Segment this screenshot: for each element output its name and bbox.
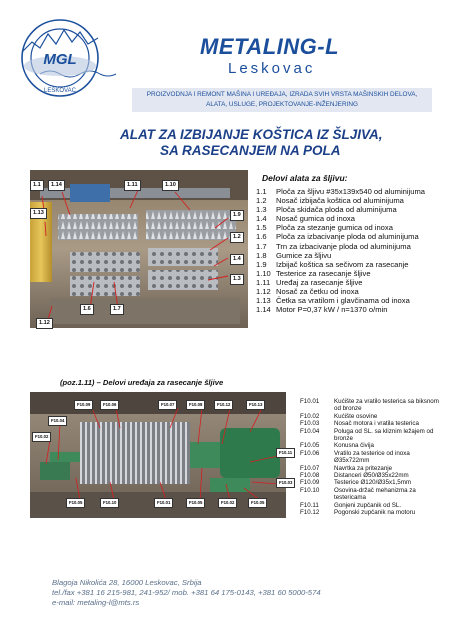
photo2-label: F10.07 (158, 400, 177, 410)
photo1-label: 1.12 (36, 318, 53, 329)
list-item: F10.07 Navrtka za pritezanje (300, 464, 393, 472)
brand-name: METALING-L (200, 34, 340, 59)
list-item: 1.10 Testerice za rasecanje šljive (256, 268, 371, 278)
footer-address: Blagoja Nikolića 28, 16000 Leskovac, Srbija (52, 578, 202, 587)
tool-photo-illustration (30, 170, 248, 328)
cutting-device-photo (30, 392, 293, 518)
photo2-label: F10.08 (186, 400, 205, 410)
list-item: F10.12 Pogonski zupčanik na motoru (300, 509, 416, 517)
list-item: F10.10 Osovina-držač mehanizma za testericama (300, 486, 416, 502)
photo2-label: F10.05 (66, 498, 85, 508)
footer-contact (52, 578, 321, 608)
list-item: 1.2 Nosač izbijača koštica od aluminijuma (256, 196, 404, 206)
list-item: 1.12 Nosač za četku od inoxa (256, 287, 359, 297)
list-item: 1.7 Trn za izbacivanje ploda od aluminijuma (256, 241, 411, 251)
list-item: 1.8 Gumice za šljivu (256, 250, 332, 260)
list-item: F10.04 Poluga od SL. sa kliznim ležajem od bronze (300, 427, 434, 443)
tagline-line-1: PROIZVODNJA I REMONT MAŠINA I UREĐAJA, IZRADA SVIH VRSTA MAŠINSKIH DELOVA, (146, 91, 418, 98)
logo-ring-text: LESKOVAC (44, 88, 76, 94)
photo2-label: F10.02 (218, 498, 237, 508)
page-title-line-2: SA RASECANJEM NA POLA (160, 143, 341, 158)
photo2-label: F10.05 (186, 498, 205, 508)
logo-text: MGL (43, 51, 77, 68)
page-title-line-1: ALAT ZA IZBIJANJE KOŠTICA IZ ŠLJIVA, (120, 127, 383, 142)
photo2-label: F10.03 (276, 478, 295, 488)
photo2-label: F10.02 (32, 432, 51, 442)
list-item: F10.03 Nosač motora i vratila testerica (300, 420, 419, 428)
section2-caption: (poz.1.11) – Delovi uređaja za rasecanje šljive (60, 378, 224, 387)
photo1-label: 1.9 (230, 210, 244, 221)
photo1-label: 1.11 (124, 180, 141, 191)
photo2-label: F10.12 (214, 400, 233, 410)
footer-phones: tel./fax +381 16 215-981, 241-952/ mob. +381 64 175-0143, +381 60 5000-574 (52, 588, 321, 597)
list-item: 1.5 Ploča za stezanje gumica od inoxa (256, 223, 393, 233)
list-item: 1.4 Nosač gumica od inoxa (256, 214, 355, 224)
list-item: F10.08 Distanceri Ø50/Ø35x22mm (300, 472, 409, 480)
list-item: F10.01 Kućište za vratilo testerica sa biksnom od bronze (300, 398, 439, 413)
list-item: 1.3 Ploča skidača ploda od aluminijuma (256, 205, 397, 215)
device-parts-list (300, 398, 446, 517)
photo1-label: 1.14 (48, 180, 65, 191)
photo2-label: F10.06 (100, 400, 119, 410)
footer-email[interactable]: e-mail: metaling-l@mts.rs (52, 598, 140, 607)
photo1-label: 1.3 (230, 274, 244, 285)
list-item: F10.06 Vratilo za testerice od inoxa Ø35x722mm (300, 449, 410, 465)
list-item: 1.13 Četka sa vratilom i glavčinama od inoxa (256, 296, 410, 306)
photo2-label: F10.13 (246, 400, 265, 410)
list-item: 1.14 Motor P=0,37 kW / n=1370 o/min (256, 305, 388, 315)
tool-photo (30, 170, 248, 328)
list-item: 1.1 Ploča za šljivu #35x139x540 od aluminijuma (256, 187, 426, 196)
brand-city: Leskovac (228, 60, 316, 77)
tagline-bar (132, 88, 432, 112)
list-item: F10.11 Gonjeni zupčanik od SL. (300, 501, 402, 509)
photo2-label: F10.11 (276, 448, 295, 458)
list-item: 1.11 Uređaj za rasecanje šljive (256, 277, 363, 287)
photo1-label: 1.1 (30, 180, 44, 191)
photo2-label: F10.01 (154, 498, 173, 508)
company-logo (10, 12, 128, 106)
photo1-label: 1.7 (110, 304, 124, 315)
photo2-label: F10.09 (74, 400, 93, 410)
photo1-label: 1.2 (230, 232, 244, 243)
list-item: 1.6 Ploča za izbacivanje ploda od aluminijuma (256, 232, 419, 242)
photo1-label: 1.13 (30, 208, 47, 219)
tagline-line-2: ALATA, USLUGE, PROJEKTOVANJE-INŽENJERING (206, 101, 358, 108)
photo2-label: F10.05 (248, 498, 267, 508)
list-item: F10.02 Kućište osovine (300, 412, 378, 420)
list-item: F10.09 Testerice Ø120/Ø35x1,5mm (300, 479, 412, 487)
photo1-label: 1.10 (162, 180, 179, 191)
parts-list (256, 187, 425, 314)
photo2-label: F10.10 (100, 498, 119, 508)
photo2-label: F10.04 (48, 416, 67, 426)
parts-heading: Delovi alata za šljivu: (262, 173, 348, 183)
list-item: 1.9 Izbijač koštica sa sečivom za rasecanje (256, 259, 409, 269)
photo1-label: 1.6 (80, 304, 94, 315)
photo1-label: 1.4 (230, 254, 244, 265)
list-item: F10.05 Konusna čivija (300, 442, 374, 450)
